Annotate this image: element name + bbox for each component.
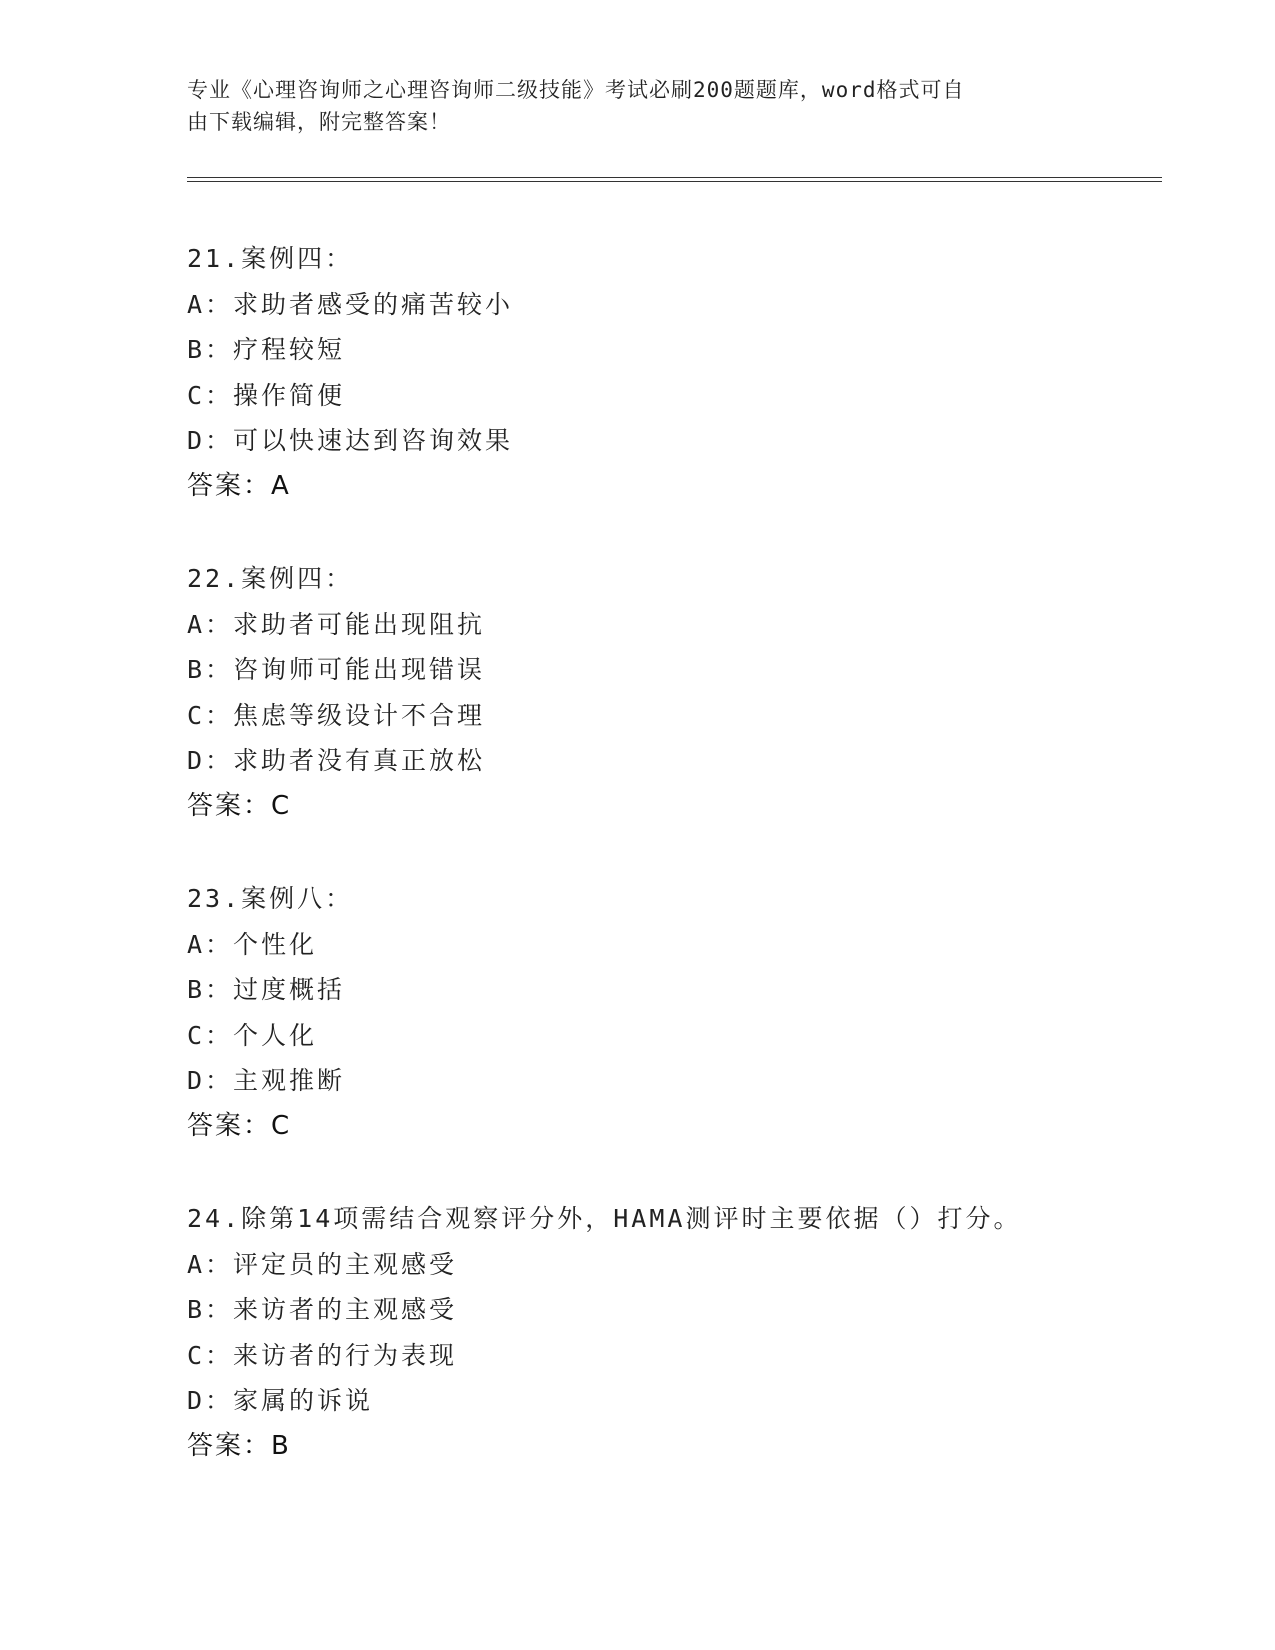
question-24	[187, 1196, 1167, 1516]
option-b: B：疗程较短	[187, 335, 346, 364]
header-line-1: 专业《心理咨询师之心理咨询师二级技能》考试必刷200题题库，word格式可自	[187, 78, 965, 102]
document-header	[187, 74, 1067, 138]
option-b: B：过度概括	[187, 975, 346, 1004]
header-line-2: 由下载编辑，附完整答案！	[187, 110, 451, 134]
answer-label: 答案：	[187, 1430, 272, 1461]
option-c: C：操作简便	[187, 380, 346, 410]
answer-line	[187, 784, 1167, 830]
question-list	[187, 236, 1167, 1516]
answer-label: 答案：	[187, 470, 272, 501]
option-a: A：求助者可能出现阻抗	[187, 609, 486, 639]
option-c: C：焦虑等级设计不合理	[187, 700, 486, 730]
question-stem: 21.案例四：	[187, 244, 354, 273]
answer-label: 答案：	[187, 790, 272, 821]
answer-value: B	[271, 1430, 289, 1461]
answer-value: C	[271, 790, 290, 821]
header-divider	[187, 177, 1162, 182]
option-a: A：求助者感受的痛苦较小	[187, 289, 514, 319]
answer-value: A	[271, 470, 289, 501]
option-a: A：个性化	[187, 929, 318, 959]
option-b: B：咨询师可能出现错误	[187, 655, 486, 684]
answer-line	[187, 1424, 1167, 1470]
answer-line	[187, 1104, 1167, 1150]
question-21	[187, 236, 1167, 556]
answer-line	[187, 464, 1167, 510]
question-stem: 22.案例四：	[187, 564, 354, 593]
question-stem: 24.除第14项需结合观察评分外，HAMA测评时主要依据（）打分。	[187, 1204, 1022, 1233]
option-d: D：主观推断	[187, 1066, 346, 1095]
answer-value: C	[271, 1110, 290, 1141]
question-22	[187, 556, 1167, 876]
question-23	[187, 876, 1167, 1196]
option-b: B：来访者的主观感受	[187, 1295, 458, 1324]
option-d: D：家属的诉说	[187, 1386, 374, 1415]
answer-label: 答案：	[187, 1110, 272, 1141]
option-d: D：求助者没有真正放松	[187, 746, 486, 775]
option-d: D：可以快速达到咨询效果	[187, 426, 514, 455]
option-c: C：来访者的行为表现	[187, 1340, 458, 1370]
option-c: C：个人化	[187, 1020, 318, 1050]
question-stem: 23.案例八：	[187, 884, 354, 913]
option-a: A：评定员的主观感受	[187, 1249, 458, 1279]
